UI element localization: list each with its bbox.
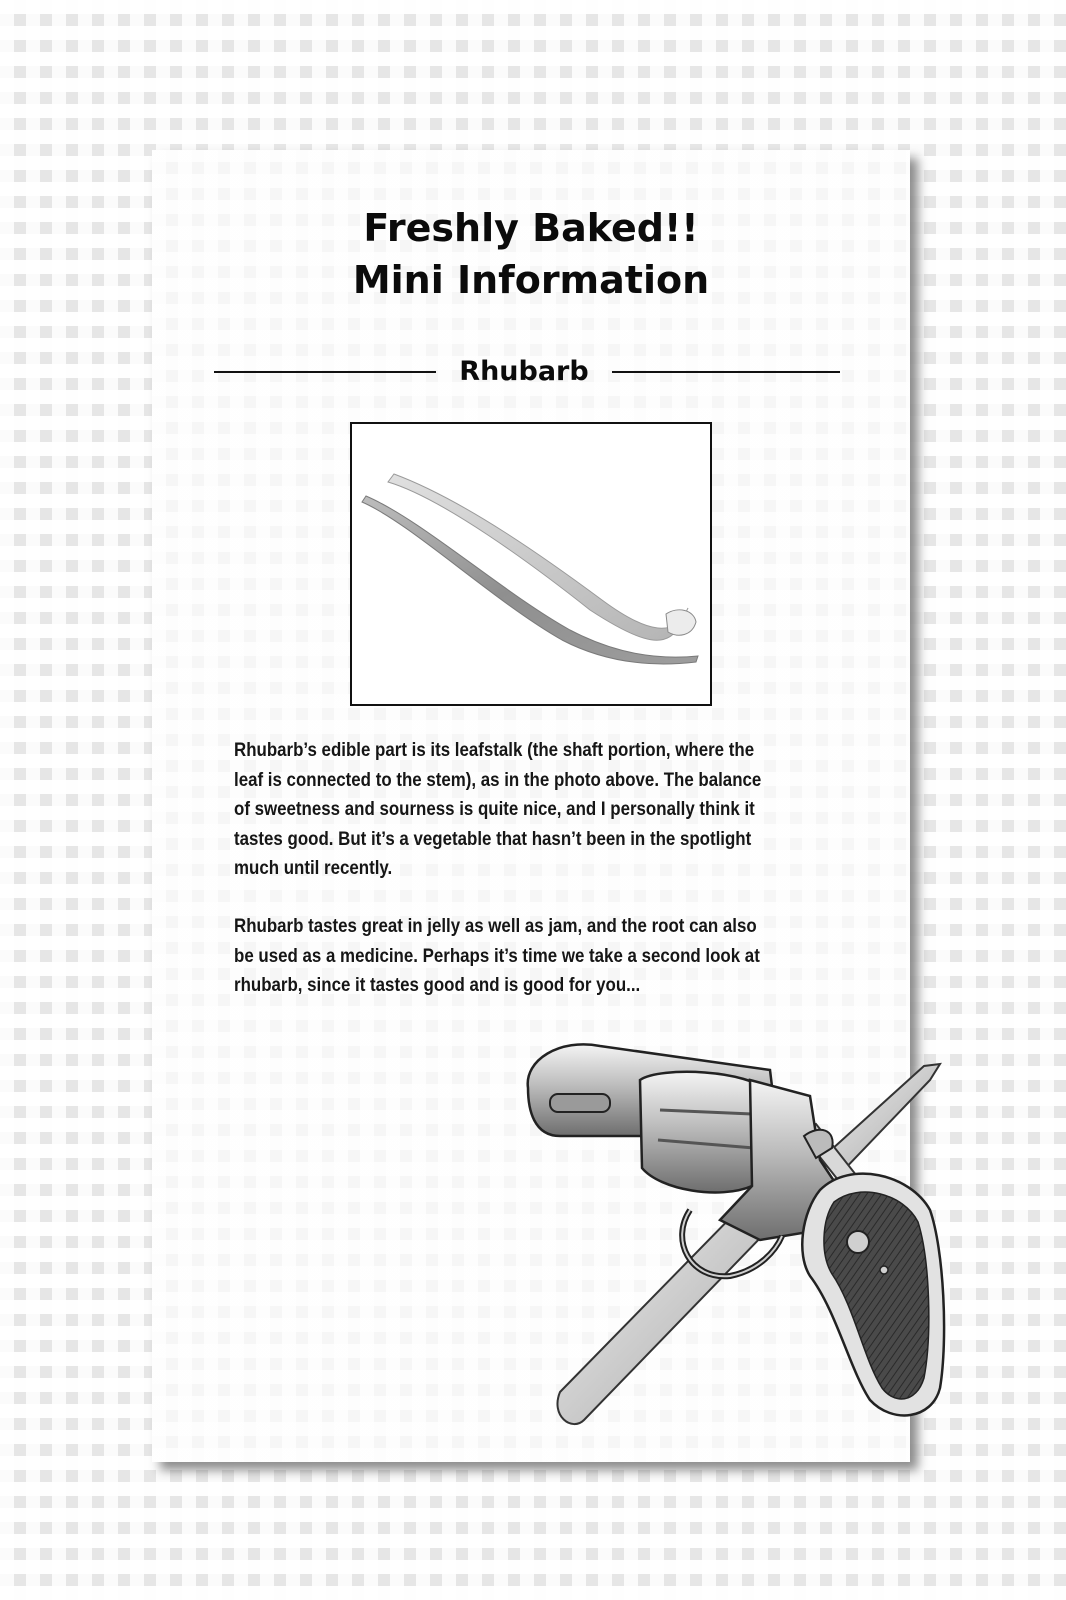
section-heading: Rhubarb bbox=[459, 356, 589, 387]
body-paragraph-1: Rhubarb’s edible part is its leafstalk (the shaft portion, where the leaf is connected to the stem), as in the photo above. The balance of sweetness and sourness is quite nice, and I personally think it tastes good. But it’s a vegetable that hasn’t been in the spotlight much until recently. bbox=[234, 740, 762, 879]
revolver-and-knife-drawing bbox=[520, 1040, 960, 1440]
rhubarb-stalk-image bbox=[352, 424, 710, 704]
page-title bbox=[152, 202, 910, 306]
title-line-2: Mini Information bbox=[352, 258, 710, 302]
section-divider-right bbox=[612, 371, 840, 373]
revolver-illustration bbox=[520, 1040, 960, 1440]
rhubarb-photo bbox=[350, 422, 712, 706]
section-divider-left bbox=[214, 371, 436, 373]
body-paragraph-2: Rhubarb tastes great in jelly as well as jam, and the root can also be used as a medicine. Perhaps it’s time we take a second look at rhubarb, since it tastes good and is good for you... bbox=[234, 916, 760, 996]
title-line-1: Freshly Baked!! bbox=[363, 206, 699, 250]
